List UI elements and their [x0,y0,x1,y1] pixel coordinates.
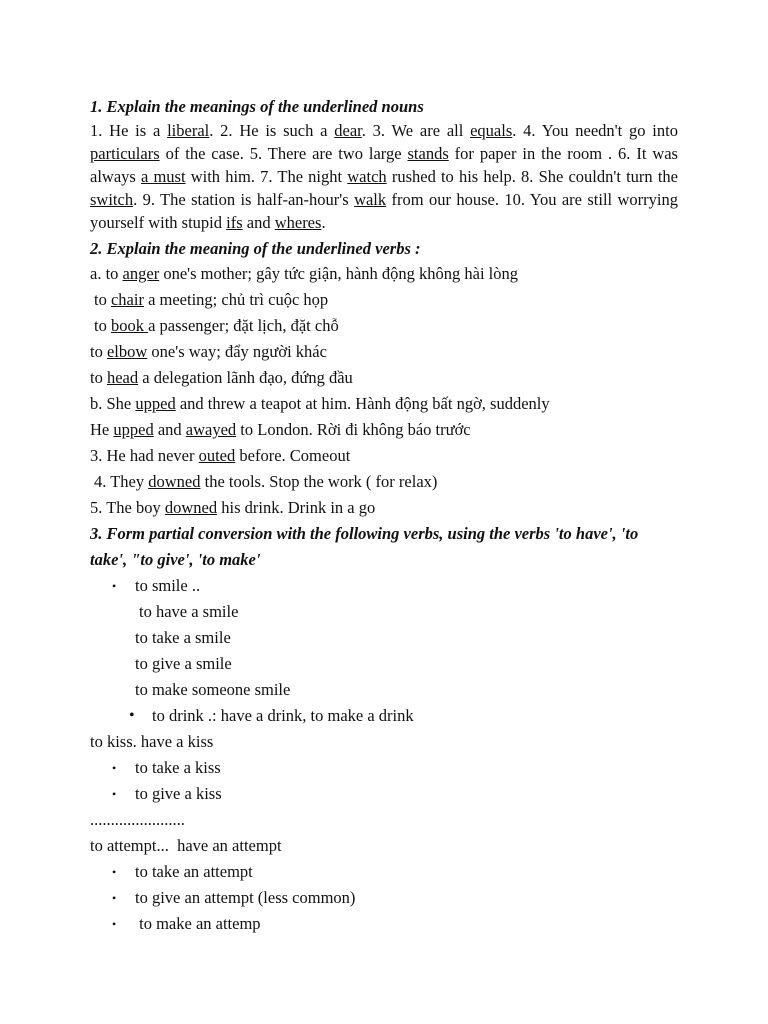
document-page [90,95,678,937]
list-item: • to give an attempt (less common) [90,885,678,911]
underlined-noun: particulars [90,144,160,163]
bullet-icon: • [112,761,117,775]
underlined-verb: elbow [106,342,148,361]
underlined-noun: equals [470,121,513,140]
underlined-noun: stands [407,144,449,163]
bullet-icon: • [129,707,135,724]
list-item: • to make an attemp [90,911,678,937]
underlined-verb: downed [164,498,218,517]
bullet-icon: • [112,865,117,879]
verb-line: He upped and awayed to London. Rời đi không báo trước [90,420,471,439]
list-item: to give a smile [135,654,232,673]
list-item: to kiss. have a kiss [90,732,214,751]
underlined-noun: dear [334,121,362,140]
bullet-icon: • [112,579,117,593]
bullet-icon: • [112,917,117,931]
list-item: to take a smile [135,628,231,647]
verb-line: to book a passenger; đặt lịch, đặt chỗ [94,316,339,335]
section-3-heading-cont: take', "to give', 'to make' [90,550,261,569]
underlined-noun: walk [354,190,387,209]
list-item: • to smile .. [90,573,678,599]
verb-line: to chair a meeting; chủ trì cuộc họp [94,290,329,309]
verb-line: 4. They downed the tools. Stop the work ( for relax) [94,472,438,491]
bullet-icon: • [112,891,117,905]
verb-line: 5. The boy downed his drink. Drink in a go [90,498,376,517]
underlined-verb: upped [113,420,154,439]
underlined-noun: watch [347,167,387,186]
list-item: • to take an attempt [90,859,678,885]
underlined-noun: ifs [226,213,243,232]
verb-line: to head a delegation lãnh đạo, đứng đầu [90,368,353,387]
underlined-noun: a must [140,167,186,186]
underlined-noun: wheres [274,213,322,232]
verb-line: 3. He had never outed before. Comeout [90,446,351,465]
section-2-heading: 2. Explain the meaning of the underlined verbs : [90,239,421,258]
list-item: to have a smile [139,602,239,621]
list-item: • to drink .: have a drink, to make a drink [90,703,678,729]
underlined-verb: chair [110,290,144,309]
underlined-verb: head [106,368,139,387]
verb-line: b. She upped and threw a teapot at him. Hành động bất ngờ, suddenly [90,394,550,413]
verb-line: a. to anger one's mother; gây tức giận, hành động không hài lòng [90,264,519,283]
section-1-heading: 1. Explain the meanings of the underlined nouns [90,97,424,116]
underlined-verb: awayed [185,420,237,439]
underlined-verb: outed [198,446,236,465]
list-item: to attempt... have an attempt [90,836,282,855]
underlined-noun: liberal [167,121,210,140]
section-3-heading: 3. Form partial conversion with the following verbs, using the verbs 'to have', 'to [90,524,639,543]
section-1-paragraph: 1. He is a liberal. 2. He is such a dear. 3. We are all equals. 4. You needn't go into particulars of the case. 5. There are two large stands for paper in the room . 6. It was always a must with him. 7. The night watch rushed to his help. 8. She couldn't turn the switch. 9. The station is half-an-hour's walk from our house. 10. You are still worrying yourself with stupid ifs and wheres. [90,121,678,232]
list-item: to make someone smile [135,680,291,699]
underlined-noun: switch [90,190,134,209]
verb-line: to elbow one's way; đẩy người khác [90,342,327,361]
underlined-verb: book [110,316,149,335]
list-item: • to give a kiss [90,781,678,807]
underlined-verb: downed [148,472,201,491]
dotted-separator: ....................... [90,810,185,829]
bullet-icon: • [112,787,117,801]
underlined-verb: upped [135,394,176,413]
underlined-verb: anger [122,264,160,283]
list-item: • to take a kiss [90,755,678,781]
